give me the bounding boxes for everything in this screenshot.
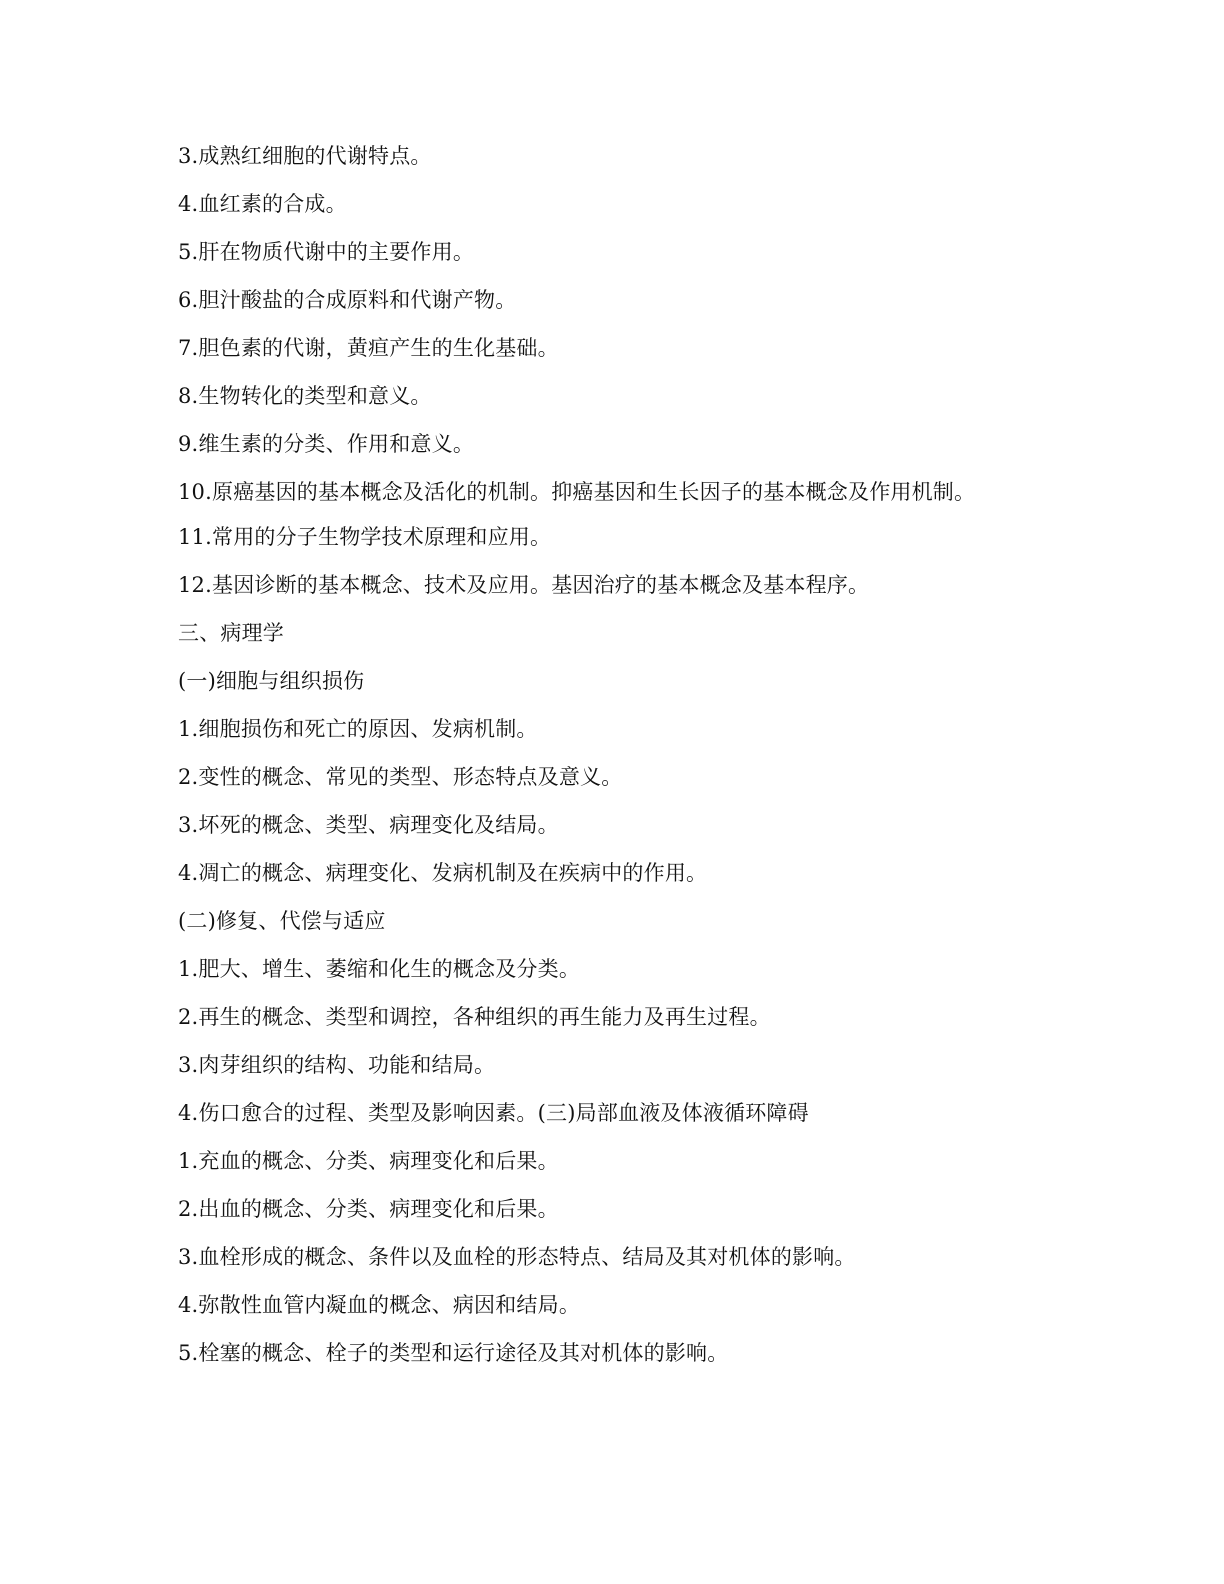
- paragraph: 3.坏死的概念、类型、病理变化及结局。: [178, 813, 559, 837]
- paragraph: 11.常用的分子生物学技术原理和应用。: [178, 525, 552, 549]
- paragraph: 1.肥大、增生、萎缩和化生的概念及分类。: [178, 957, 581, 981]
- subsection-heading: (一)细胞与组织损伤: [178, 669, 365, 693]
- paragraph: 7.胆色素的代谢，黄疸产生的生化基础。: [178, 336, 559, 360]
- section-heading: 三、病理学: [178, 621, 284, 645]
- paragraph: 4.伤口愈合的过程、类型及影响因素。(三)局部血液及体液循环障碍: [178, 1101, 809, 1125]
- paragraph: 9.维生素的分类、作用和意义。: [178, 432, 475, 456]
- paragraph: 4.凋亡的概念、病理变化、发病机制及在疾病中的作用。: [178, 861, 708, 885]
- paragraph: 10.原癌基因的基本概念及活化的机制。抑癌基因和生长因子的基本概念及作用机制。: [178, 480, 976, 504]
- paragraph: 3.成熟红细胞的代谢特点。: [178, 144, 432, 168]
- document-body: [178, 140, 1038, 1385]
- paragraph: 5.栓塞的概念、栓子的类型和运行途径及其对机体的影响。: [178, 1341, 729, 1365]
- paragraph: 4.弥散性血管内凝血的概念、病因和结局。: [178, 1293, 581, 1317]
- paragraph: 2.再生的概念、类型和调控，各种组织的再生能力及再生过程。: [178, 1005, 771, 1029]
- paragraph: 3.肉芽组织的结构、功能和结局。: [178, 1053, 496, 1077]
- paragraph: 8.生物转化的类型和意义。: [178, 384, 432, 408]
- paragraph: 4.血红素的合成。: [178, 192, 347, 216]
- paragraph: 6.胆汁酸盐的合成原料和代谢产物。: [178, 288, 517, 312]
- paragraph: 3.血栓形成的概念、条件以及血栓的形态特点、结局及其对机体的影响。: [178, 1245, 856, 1269]
- subsection-heading: (二)修复、代偿与适应: [178, 909, 386, 933]
- paragraph: 2.变性的概念、常见的类型、形态特点及意义。: [178, 765, 623, 789]
- paragraph: 1.细胞损伤和死亡的原因、发病机制。: [178, 717, 538, 741]
- paragraph: 1.充血的概念、分类、病理变化和后果。: [178, 1149, 559, 1173]
- paragraph: 2.出血的概念、分类、病理变化和后果。: [178, 1197, 559, 1221]
- paragraph: 5.肝在物质代谢中的主要作用。: [178, 240, 475, 264]
- paragraph: 12.基因诊断的基本概念、技术及应用。基因治疗的基本概念及基本程序。: [178, 573, 870, 597]
